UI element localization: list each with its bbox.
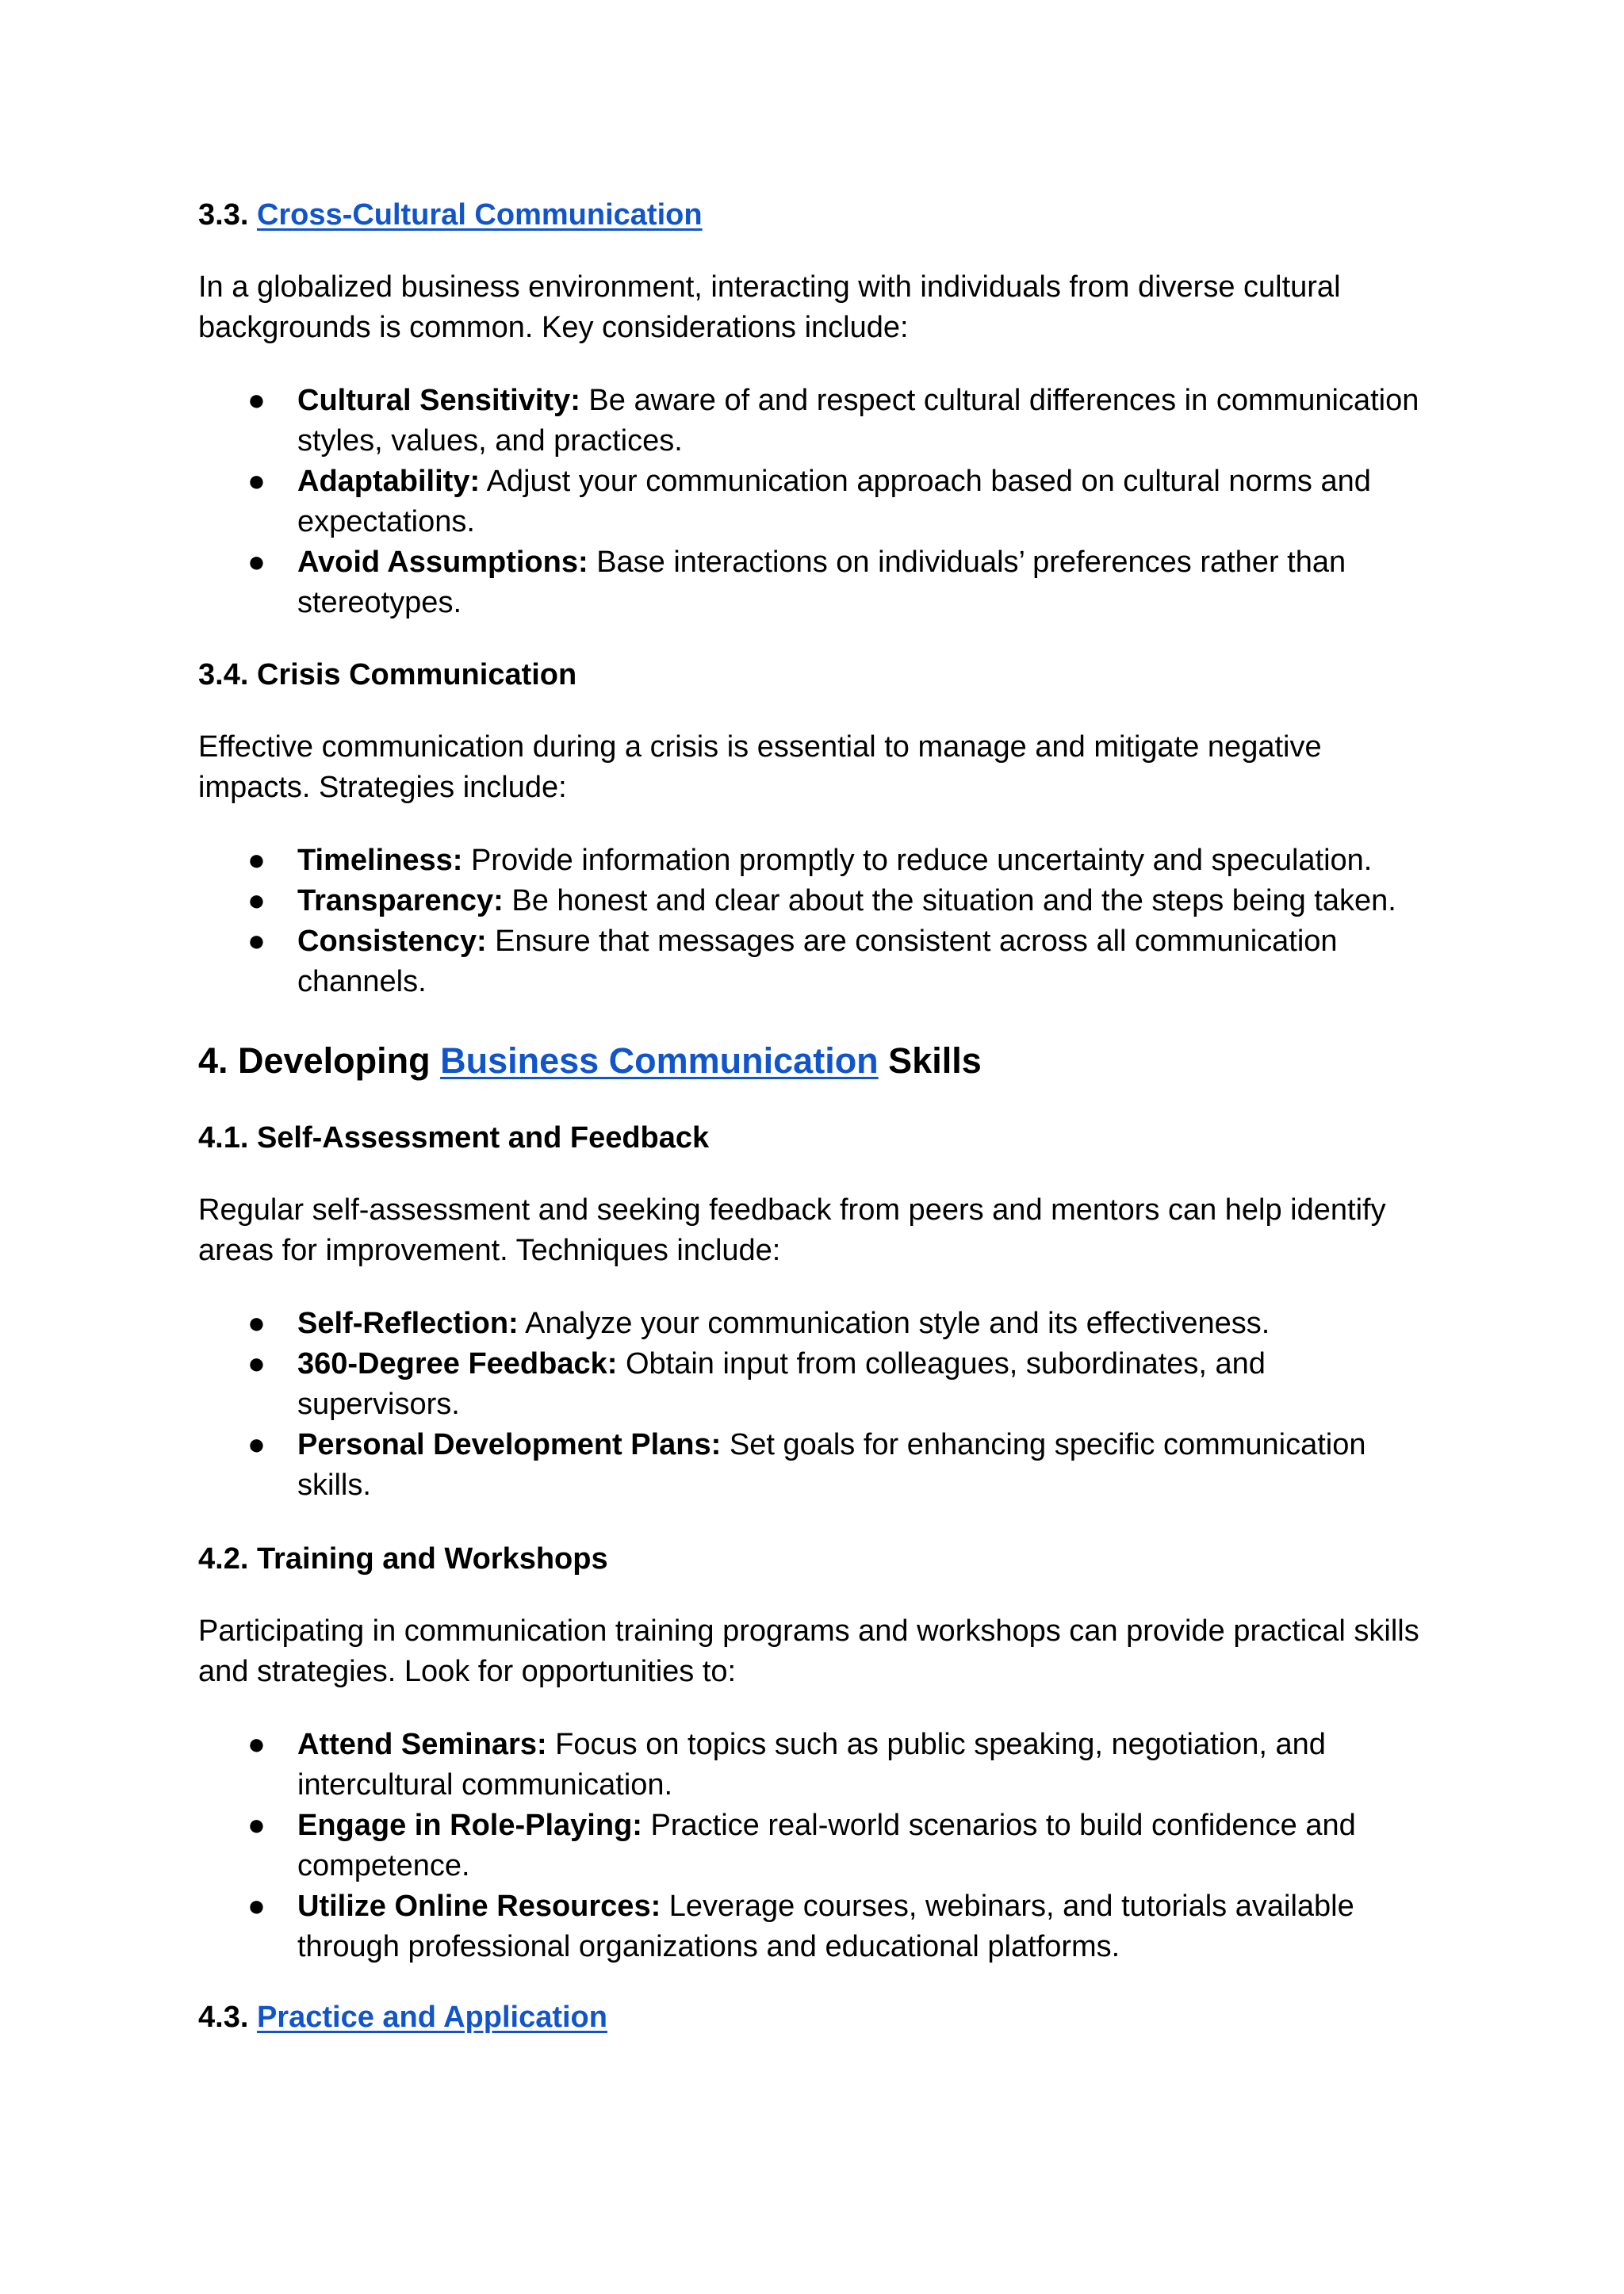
heading-3-4: 3.4. Crisis Communication — [198, 658, 577, 691]
list-item-term: Utilize Online Resources: — [297, 1890, 661, 1923]
bullet-icon: ● — [247, 1890, 266, 1923]
list-item — [198, 1806, 1435, 1886]
heading-4 — [198, 1038, 1435, 1084]
list-item-term: Personal Development Plans: — [297, 1428, 722, 1461]
heading-4-3 — [198, 1998, 1435, 2036]
bullet-icon: ● — [247, 1728, 266, 1761]
list-item-text: Base interactions on individuals’ preferences rather than stereotypes. — [297, 546, 1346, 619]
list-item-text: Be honest and clear about the situation and the steps being taken. — [503, 884, 1396, 917]
bullet-icon: ● — [247, 1809, 266, 1842]
list-item-term: Adaptability: — [297, 465, 481, 498]
heading-number: 4.3. — [198, 2001, 249, 2034]
sec-3-4-list — [198, 841, 1435, 1002]
list-item-term: Cultural Sensitivity: — [297, 384, 580, 417]
bullet-icon: ● — [247, 884, 266, 917]
list-item — [198, 1886, 1435, 1967]
heading-suffix: Skills — [878, 1040, 982, 1081]
list-item-term: Timeliness: — [297, 844, 463, 877]
list-item-term: 360-Degree Feedback: — [297, 1347, 618, 1381]
list-item — [198, 921, 1435, 1002]
list-item — [198, 542, 1435, 623]
sec-4-2-intro: Participating in communication training programs and workshops can provide practical skills and strategies. Look for opportunities to: — [198, 1614, 1419, 1688]
list-item-text: Obtain input from colleagues, subordinates, and supervisors. — [297, 1347, 1266, 1421]
sec-4-2-list — [198, 1725, 1435, 1967]
bullet-icon: ● — [247, 546, 266, 579]
cross-cultural-communication-link[interactable]: Cross-Cultural Communication — [256, 198, 703, 232]
list-item-term: Engage in Role-Playing: — [297, 1809, 642, 1842]
bullet-icon: ● — [247, 925, 266, 958]
list-item-text: Adjust your communication approach based on cultural norms and expectations. — [297, 465, 1371, 538]
bullet-icon: ● — [247, 844, 266, 877]
sec-3-3-intro: In a globalized business environment, interacting with individuals from diverse cultural backgrounds is common. Key considerations include: — [198, 270, 1341, 344]
list-item-text: Set goals for enhancing specific communication skills. — [297, 1428, 1366, 1502]
list-item-text: Provide information promptly to reduce uncertainty and speculation. — [462, 844, 1373, 877]
heading-number: 3.3. — [198, 198, 249, 232]
list-item-text: Focus on topics such as public speaking, negotiation, and intercultural communication. — [297, 1728, 1326, 1802]
list-item-text: Analyze your communication style and its effectiveness. — [518, 1307, 1270, 1340]
list-item-text: Practice real-world scenarios to build confidence and competence. — [297, 1809, 1356, 1882]
sec-3-4-intro: Effective communication during a crisis is essential to manage and mitigate negative impacts. Strategies include: — [198, 730, 1322, 804]
list-item — [198, 1304, 1435, 1344]
bullet-icon: ● — [247, 384, 266, 417]
bullet-icon: ● — [247, 1347, 266, 1381]
heading-prefix: 4. Developing — [198, 1040, 441, 1081]
list-item-term: Self-Reflection: — [297, 1307, 519, 1340]
list-item-text: Ensure that messages are consistent across all communication channels. — [297, 925, 1338, 998]
list-item-term: Consistency: — [297, 925, 487, 958]
list-item-text: Be aware of and respect cultural differences in communication styles, values, and practices. — [297, 384, 1419, 458]
bullet-icon: ● — [247, 1428, 266, 1461]
list-item — [198, 1425, 1435, 1506]
list-item-text: Leverage courses, webinars, and tutorials available through professional organizations and educational platforms. — [297, 1890, 1354, 1963]
heading-3-3 — [198, 196, 1435, 234]
sec-3-3-list — [198, 381, 1435, 623]
list-item — [198, 841, 1435, 881]
practice-and-application-link[interactable]: Practice and Application — [256, 2001, 607, 2034]
list-item — [198, 881, 1435, 921]
sec-4-1-list — [198, 1304, 1435, 1506]
list-item — [198, 1725, 1435, 1806]
business-communication-link[interactable]: Business Communication — [440, 1040, 879, 1081]
list-item — [198, 1344, 1435, 1425]
list-item — [198, 381, 1435, 461]
list-item-term: Transparency: — [297, 884, 504, 917]
sec-4-1-intro: Regular self-assessment and seeking feedback from peers and mentors can help identify areas for improvement. Techniques include: — [198, 1193, 1386, 1267]
heading-4-2: 4.2. Training and Workshops — [198, 1542, 608, 1576]
bullet-icon: ● — [247, 465, 266, 498]
list-item-term: Attend Seminars: — [297, 1728, 547, 1761]
heading-4-1: 4.1. Self-Assessment and Feedback — [198, 1121, 710, 1155]
bullet-icon: ● — [247, 1307, 266, 1340]
list-item — [198, 461, 1435, 542]
list-item-term: Avoid Assumptions: — [297, 546, 588, 579]
